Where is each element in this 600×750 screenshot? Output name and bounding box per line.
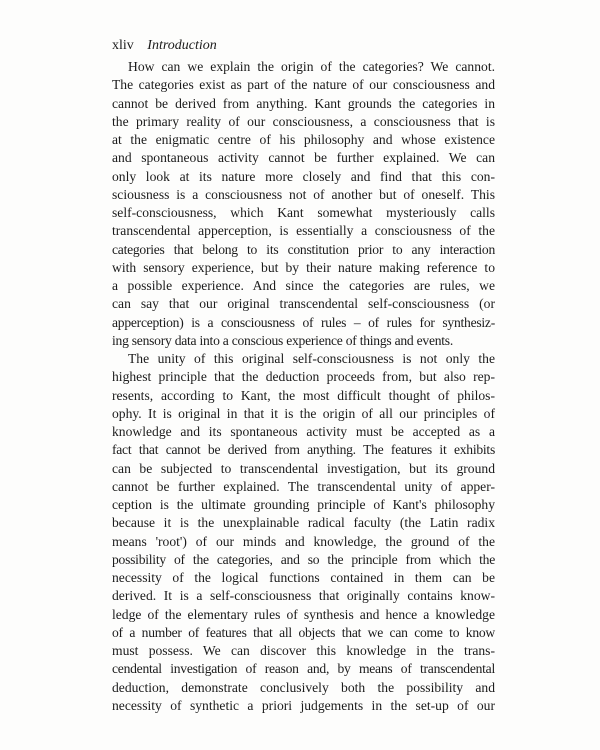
text-line: sciousness is a consciousness not of another but of oneself. This [112, 186, 495, 202]
text-line: cannot be derived from anything. Kant grounds the categories in [112, 95, 495, 111]
text-line: derived. It is a self-consciousness that originally contains know- [112, 588, 495, 604]
text-line: the primary reality of our consciousness, a consciousness that is [112, 113, 495, 129]
text-line: possibility of the categories, and so the principle from which the [112, 551, 495, 567]
text-line: resents, according to Kant, the most difficult thought of philos- [112, 387, 495, 403]
body-text [112, 58, 495, 715]
text-line: with sensory experience, but by their nature making reference to [112, 259, 495, 275]
text-line: The unity of this original self-consciousness is not only the [128, 351, 495, 366]
text-line: necessity of synthetic a priori judgements in the set-up of our [112, 697, 495, 713]
text-line: ledge of the elementary rules of synthesis and hence a knowledge [112, 606, 495, 622]
text-line: must possess. We can discover this knowledge in the trans- [112, 643, 495, 658]
text-line: highest principle that the deduction proceeds from, but also rep- [112, 369, 495, 385]
text-line: cannot be further explained. The transcendental unity of apper- [112, 478, 495, 494]
text-line: can be subjected to transcendental investigation, but its ground [112, 460, 495, 476]
text-line: and spontaneous activity cannot be further explained. We can [112, 150, 495, 166]
text-line: fact that cannot be derived from anything. The features it exhibits [112, 442, 495, 458]
text-line: The categories exist as part of the nature of our consciousness and [112, 77, 495, 93]
text-line: transcendental apperception, is essentially a consciousness of the [112, 223, 495, 239]
running-head [112, 38, 217, 54]
text-line: ception is the ultimate grounding principle of Kant's philosophy [112, 497, 495, 512]
text-line: because it is the unexplainable radical faculty (the Latin radix [112, 515, 495, 531]
text-line: self-consciousness, which Kant somewhat mysteriously calls [112, 205, 495, 220]
text-line: deduction, demonstrate conclusively both the possibility and [112, 679, 495, 695]
text-line: means 'root') of our minds and knowledge, the ground of the [112, 533, 495, 549]
page-number: xliv [112, 38, 134, 53]
text-line: ing sensory data into a conscious experience of things and events. [112, 332, 453, 348]
text-line: cendental investigation of reason and, by means of transcendental [112, 661, 495, 677]
text-line: only look at its nature more closely and find that this con- [112, 168, 495, 184]
text-line: apperception) is a consciousness of rules – of rules for synthesiz- [112, 314, 495, 330]
text-line: can say that our original transcendental self-consciousness (or [112, 296, 495, 312]
text-line: a possible experience. And since the categories are rules, we [112, 278, 495, 293]
text-line: necessity of the logical functions contained in them can be [112, 570, 495, 585]
text-line: knowledge and its spontaneous activity must be accepted as a [112, 424, 495, 439]
text-line: How can we explain the origin of the categories? We cannot. [128, 59, 495, 74]
text-line: ophy. It is original in that it is the origin of all our principles of [112, 405, 495, 421]
text-line: of a number of features that all objects that we can come to know [112, 624, 495, 640]
section-title: Introduction [147, 38, 217, 53]
text-line: categories that belong to its constitution prior to any interaction [112, 241, 495, 257]
text-line: at the enigmatic centre of his philosophy and whose existence [112, 132, 495, 147]
